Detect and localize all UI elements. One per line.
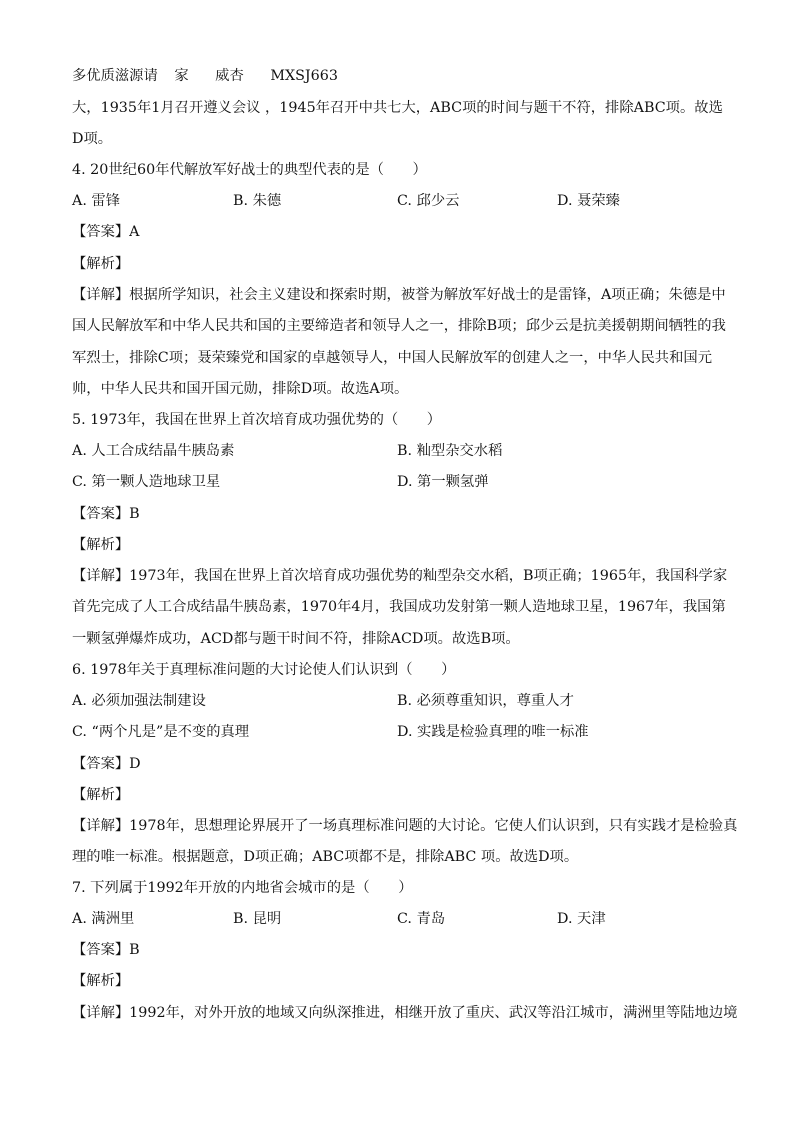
q4-answer: 【答案】A	[72, 224, 140, 240]
header-text-2: 家	[174, 68, 189, 84]
q6-answer: 【答案】D	[72, 756, 141, 772]
q5-stem: 5. 1973年，我国在世界上首次培育成功强优势的（ ）	[72, 412, 442, 428]
q5-option-a: A. 人工合成结晶牛胰岛素	[72, 443, 235, 459]
q4-option-d: D. 聂荣臻	[557, 193, 620, 209]
q5-detail-line: 【详解】1973年，我国在世界上首次培育成功强优势的籼型杂交水稻，B项正确；1965年，我国科学家	[72, 568, 728, 584]
q5-analysis-label: 【解析】	[72, 537, 130, 553]
q7-option-a: A. 满洲里	[72, 911, 135, 927]
q6-option-a: A. 必须加强法制建设	[72, 693, 206, 709]
q4-detail-line: 帅，中华人民共和国开国元勋，排除D项。故选A项。	[72, 381, 409, 397]
q4-detail-line: 军烈士，排除C项；聂荣臻党和国家的卓越领导人，中国人民解放军的创建人之一，中华人民共和国元	[72, 350, 712, 366]
q4-stem: 4. 20世纪60年代解放军好战士的典型代表的是（ ）	[72, 162, 427, 178]
q6-detail-line: 理的唯一标准。根据题意，D项正确；ABC项都不是，排除ABC 项。故选D项。	[72, 849, 579, 865]
q5-detail-line: 一颗氢弹爆炸成功，ACD都与题干时间不符，排除ACD项。故选B项。	[72, 631, 520, 647]
q5-answer: 【答案】B	[72, 506, 140, 522]
q6-detail-line: 【详解】1978年，思想理论界展开了一场真理标准问题的大讨论。它使人们认识到，只有实践才是检验真	[72, 818, 738, 834]
q7-option-b: B. 昆明	[233, 911, 282, 927]
intro-line-1: 大，1935年1月召开遵义会议 ，1945年召开中共七大，ABC项的时间与题干不符，排除ABC项。故选	[72, 100, 723, 116]
q5-option-d: D. 第一颗氢弹	[397, 474, 489, 490]
intro-line-2: D项。	[72, 131, 113, 147]
q7-detail-line: 【详解】1992年，对外开放的地域又向纵深推进，相继开放了重庆、武汉等沿江城市，满洲里等陆地边境	[72, 1005, 738, 1021]
q7-stem: 7. 下列属于1992年开放的内地省会城市的是（ ）	[72, 880, 413, 896]
q6-option-d: D. 实践是检验真理的唯一标准	[397, 724, 589, 740]
q4-option-c: C. 邱少云	[397, 193, 460, 209]
q5-detail-line: 首先完成了人工合成结晶牛胰岛素，1970年4月，我国成功发射第一颗人造地球卫星，1967年，我国第	[72, 599, 726, 615]
header-text-3: 威杏	[215, 68, 244, 84]
q5-option-b: B. 籼型杂交水稻	[397, 443, 503, 459]
q4-detail-line: 【详解】根据所学知识，社会主义建设和探索时期，被誉为解放军好战士的是雷锋，A项正确；朱德是中	[72, 287, 726, 303]
q4-detail-line: 国人民解放军和中华人民共和国的主要缔造者和领导人之一，排除B项；邱少云是抗美援朝期间牺牲的我	[72, 318, 726, 334]
q6-option-b: B. 必须尊重知识，尊重人才	[397, 693, 574, 709]
q6-stem: 6. 1978年关于真理标准问题的大讨论使人们认识到（ ）	[72, 662, 456, 678]
q7-option-c: C. 青岛	[397, 911, 446, 927]
q5-option-c: C. 第一颗人造地球卫星	[72, 474, 221, 490]
q7-answer: 【答案】B	[72, 942, 140, 958]
q6-option-c: C. “两个凡是”是不变的真理	[72, 724, 250, 740]
page-header	[72, 66, 732, 86]
header-text-1: 多优质滋源请	[72, 68, 158, 84]
q4-option-a: A. 雷锋	[72, 193, 121, 209]
q4-option-b: B. 朱德	[233, 193, 282, 209]
header-text-4: MXSJ663	[270, 68, 338, 84]
q7-option-d: D. 天津	[557, 911, 606, 927]
q4-analysis-label: 【解析】	[72, 256, 130, 272]
q7-analysis-label: 【解析】	[72, 973, 130, 989]
q6-analysis-label: 【解析】	[72, 787, 130, 803]
